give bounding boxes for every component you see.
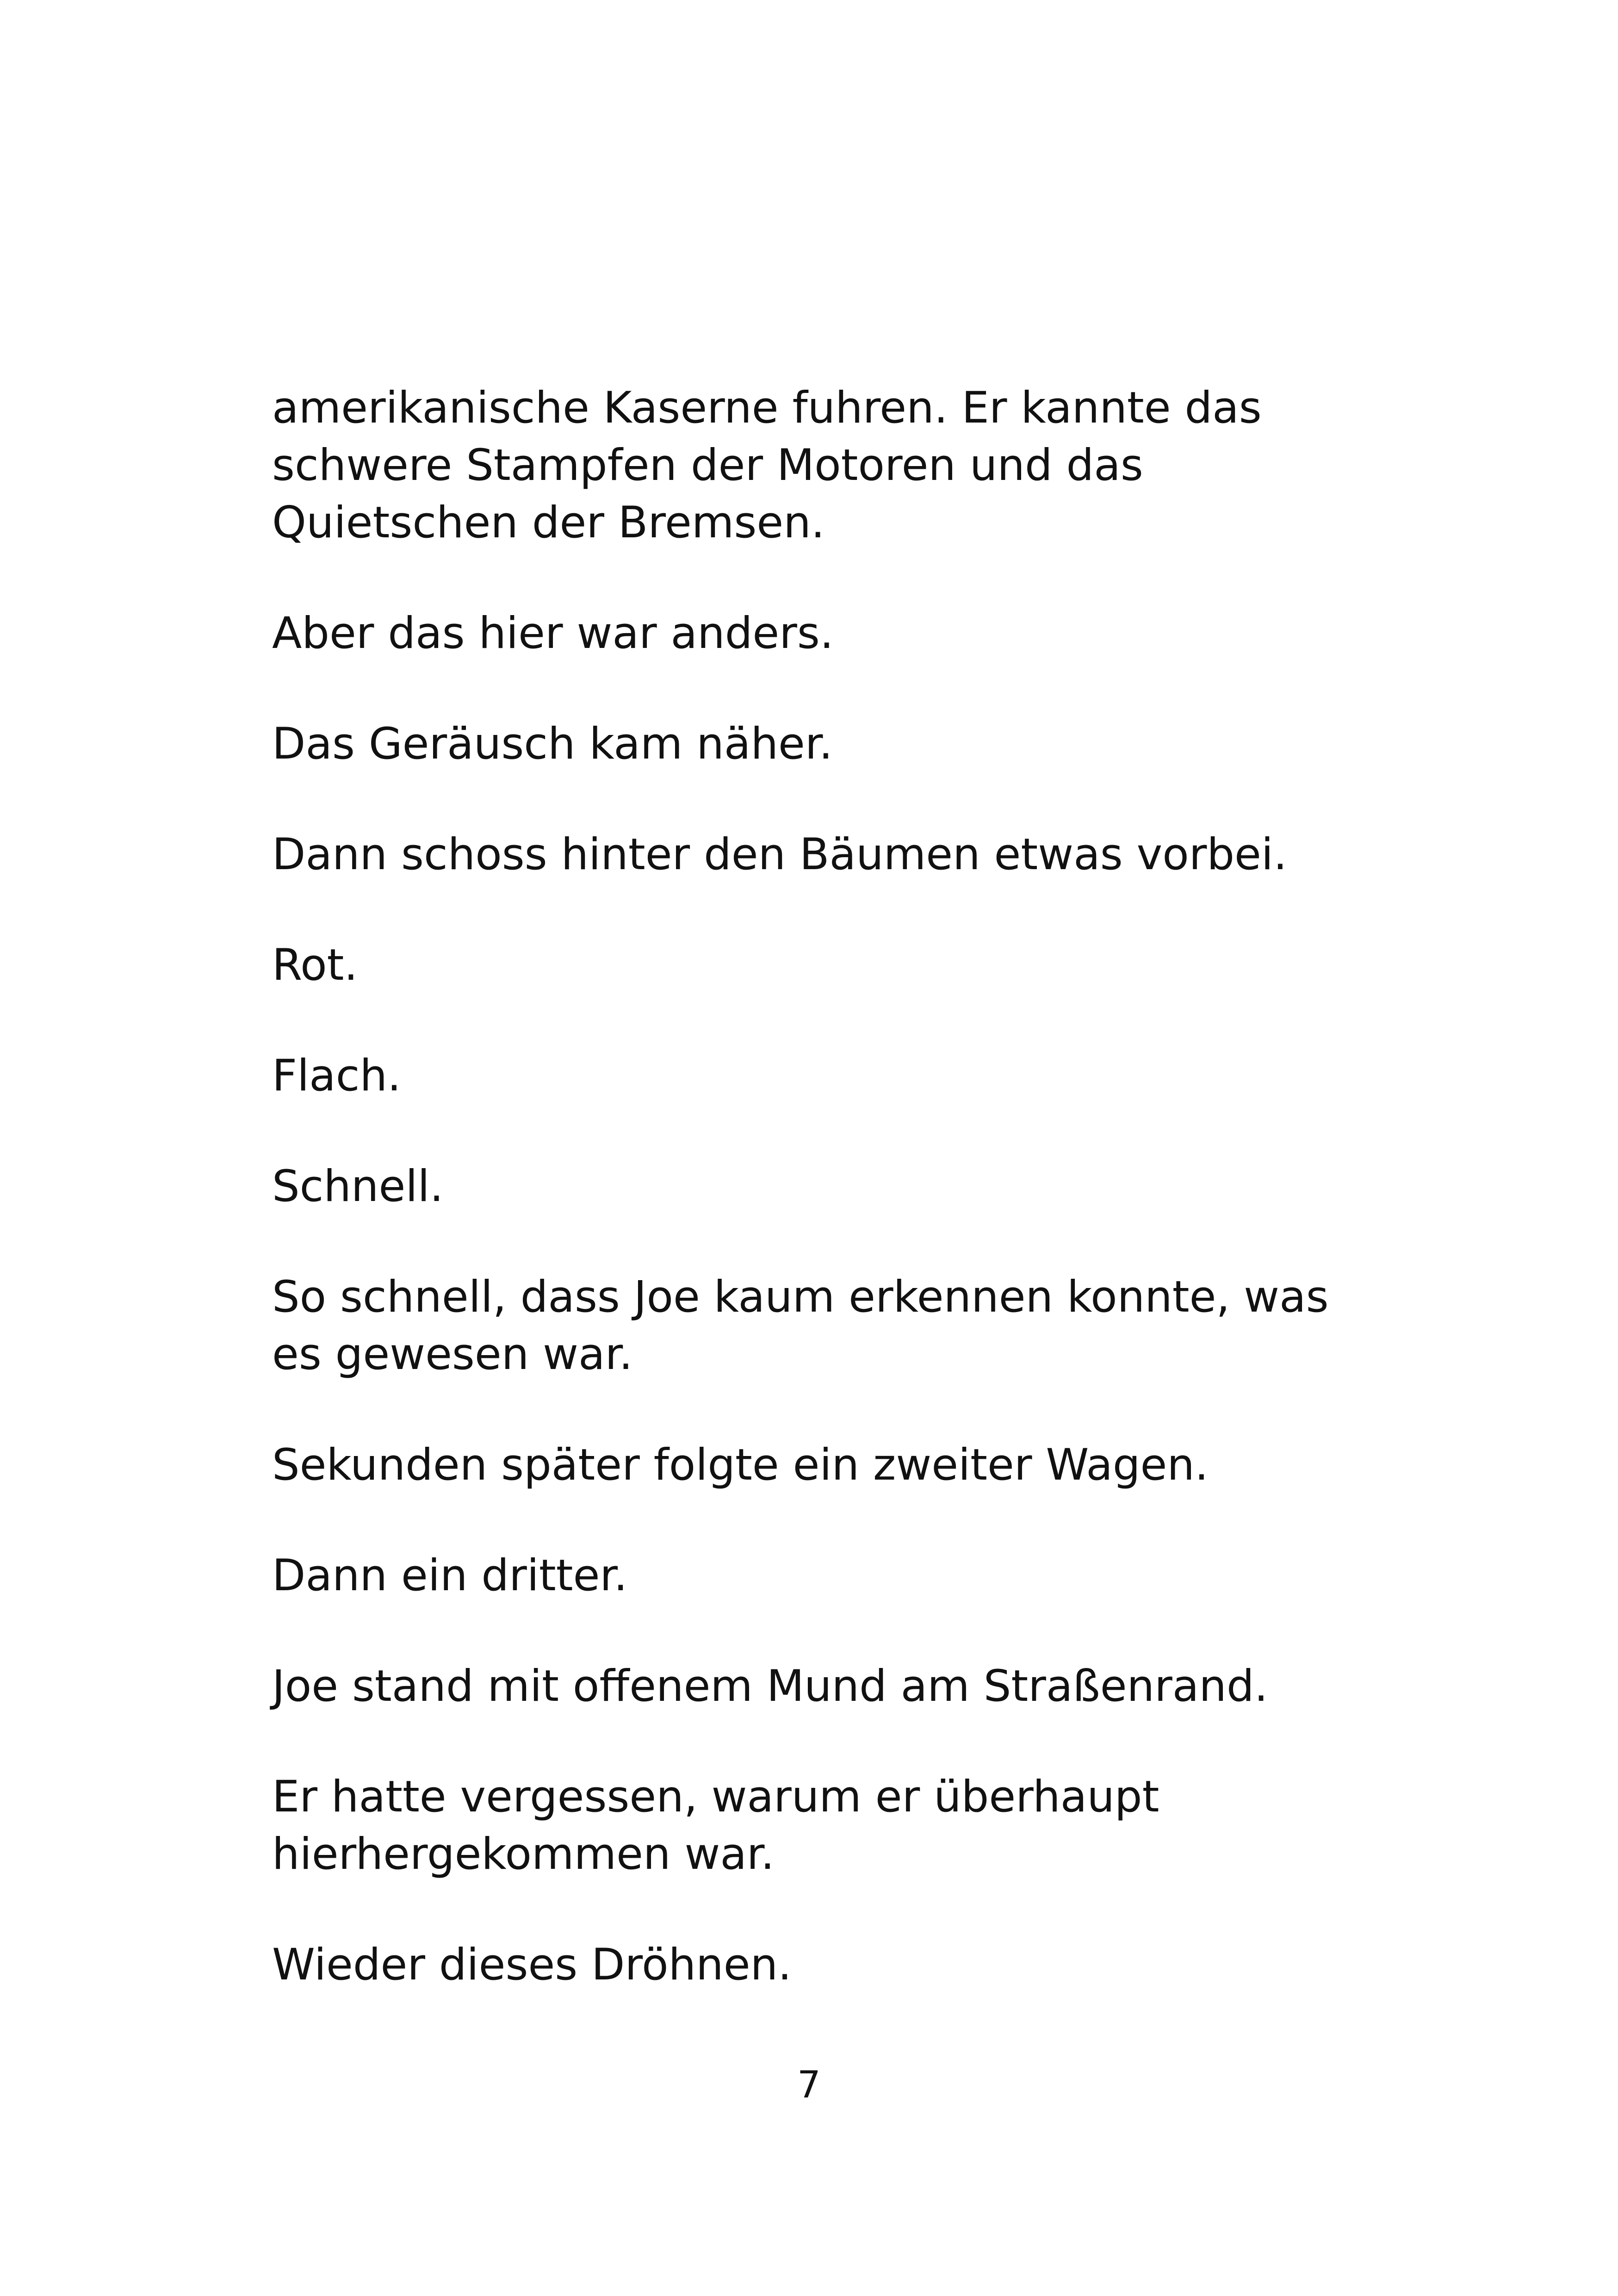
- paragraph: Joe stand mit offenem Mund am Straßenrand.: [272, 1661, 1268, 1711]
- paragraph: Flach.: [272, 1051, 401, 1101]
- paragraph: Schnell.: [272, 1161, 444, 1212]
- page-number: 7: [797, 2063, 821, 2106]
- paragraph: Er hatte vergessen, warum er überhaupt hierhergekommen war.: [272, 1772, 1159, 1879]
- paragraph: Wieder dieses Dröhnen.: [272, 1940, 792, 1990]
- paragraph: Dann ein dritter.: [272, 1550, 628, 1601]
- paragraph: Sekunden später folgte ein zweiter Wagen.: [272, 1440, 1209, 1490]
- paragraph: Das Geräusch kam näher.: [272, 719, 833, 769]
- paragraph: amerikanische Kaserne fuhren. Er kannte das schwere Stampfen der Motoren und das Quietschen der Bremsen.: [272, 383, 1262, 548]
- paragraph: Dann schoss hinter den Bäumen etwas vorbei.: [272, 829, 1287, 880]
- paragraph: Rot.: [272, 940, 358, 990]
- paragraph: So schnell, dass Joe kaum erkennen konnte, was es gewesen war.: [272, 1272, 1329, 1380]
- body-text: [272, 380, 1382, 2047]
- paragraph: Aber das hier war anders.: [272, 608, 834, 659]
